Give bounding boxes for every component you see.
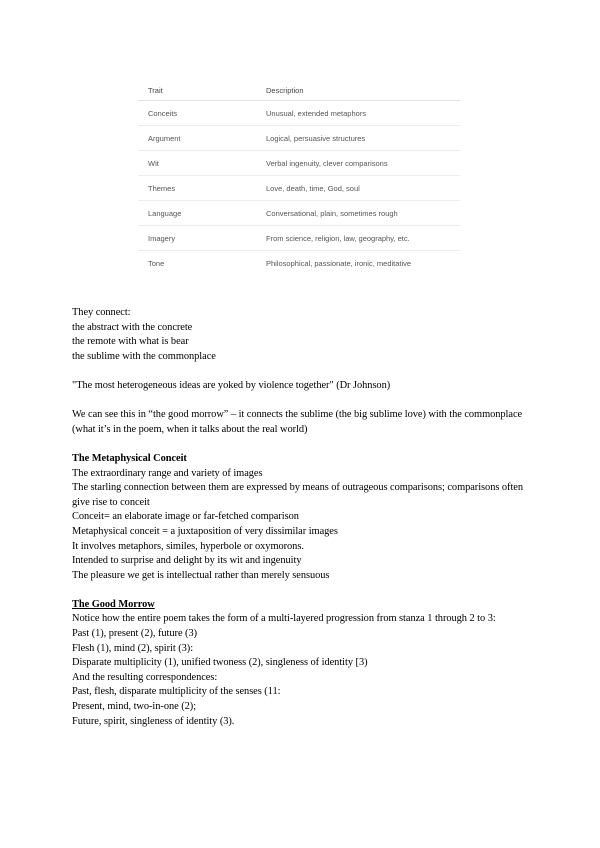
- johnson-quote: "The most heterogeneous ideas are yoked by violence together" (Dr Johnson): [72, 379, 391, 391]
- trait-cell: Themes: [138, 176, 256, 201]
- conceit-line: Metaphysical conceit = a juxtaposition of very dissimilar images: [72, 525, 338, 537]
- spacer: [72, 394, 532, 409]
- good-morrow-heading: The Good Morrow: [72, 598, 155, 610]
- spacer: [72, 583, 532, 598]
- conceit-heading: The Metaphysical Conceit: [72, 452, 187, 464]
- table-row: [138, 226, 460, 251]
- good-morrow-example: We can see this in “the good morrow” – it connects the sublime (the big sublime love) with the commonplace (what it’s in the poem, when it talks about the real world): [72, 409, 523, 435]
- connect-line: the remote with what is bear: [72, 336, 189, 348]
- good-morrow-line: Past, flesh, disparate multiplicity of the senses (11:: [72, 686, 281, 698]
- table-row: [138, 176, 460, 201]
- table-row: [138, 126, 460, 151]
- description-cell: Conversational, plain, sometimes rough: [256, 201, 460, 226]
- table-row: [138, 201, 460, 226]
- description-cell: Verbal ingenuity, clever comparisons: [256, 151, 460, 176]
- spacer: [72, 364, 532, 379]
- document-body: [72, 306, 532, 729]
- description-cell: Philosophical, passionate, ironic, meditative: [266, 258, 412, 268]
- column-header-trait: Trait: [138, 80, 256, 101]
- connect-line: the abstract with the concrete: [72, 321, 193, 333]
- traits-table: [138, 80, 460, 275]
- description-cell: Unusual, extended metaphors: [256, 101, 460, 126]
- good-morrow-line: And the resulting correspondences:: [72, 671, 218, 683]
- conceit-line: The pleasure we get is intellectual rather than merely sensuous: [72, 569, 330, 581]
- conceit-line: The starling connection between them are expressed by means of outrageous comparisons; comparisons often give rise to conceit: [72, 482, 523, 508]
- spacer: [72, 437, 532, 452]
- conceit-line: Intended to surprise and delight by its wit and ingenuity: [72, 555, 302, 567]
- description-cell: Logical, persuasive structures: [256, 126, 460, 151]
- conceit-line: It involves metaphors, similes, hyperbole or oxymorons.: [72, 540, 304, 552]
- description-cell: Love, death, time, God, soul: [256, 176, 460, 201]
- connect-line: the sublime with the commonplace: [72, 350, 216, 362]
- table-row: [138, 101, 460, 126]
- description-cell: From science, religion, law, geography, etc.: [256, 226, 460, 251]
- trait-cell: Imagery: [138, 226, 256, 251]
- connect-intro: They connect:: [72, 307, 131, 318]
- trait-cell: Tone: [148, 258, 165, 268]
- table-header-row: [138, 80, 460, 101]
- good-morrow-line: Disparate multiplicity (1), unified twoness (2), singleness of identity [3): [72, 657, 368, 669]
- good-morrow-line: Flesh (1), mind (2), spirit (3):: [72, 642, 194, 654]
- good-morrow-line: Past (1), present (2), future (3): [72, 628, 198, 640]
- good-morrow-line: Notice how the entire poem takes the form of a multi-layered progression from stanza 1 through 2 to 3:: [72, 613, 496, 625]
- column-header-description: Description: [256, 80, 460, 101]
- good-morrow-line: Present, mind, two-in-one (2);: [72, 701, 197, 713]
- trait-cell: Argument: [138, 126, 256, 151]
- trait-cell: Wit: [138, 151, 256, 176]
- conceit-line: Conceit= an elaborate image or far-fetched comparison: [72, 511, 299, 523]
- good-morrow-line: Future, spirit, singleness of identity (3).: [72, 715, 235, 727]
- table-row: [138, 251, 460, 276]
- trait-cell: Language: [138, 201, 256, 226]
- trait-cell: Conceits: [138, 101, 256, 126]
- table-row: [138, 151, 460, 176]
- conceit-line: The extraordinary range and variety of images: [72, 467, 263, 479]
